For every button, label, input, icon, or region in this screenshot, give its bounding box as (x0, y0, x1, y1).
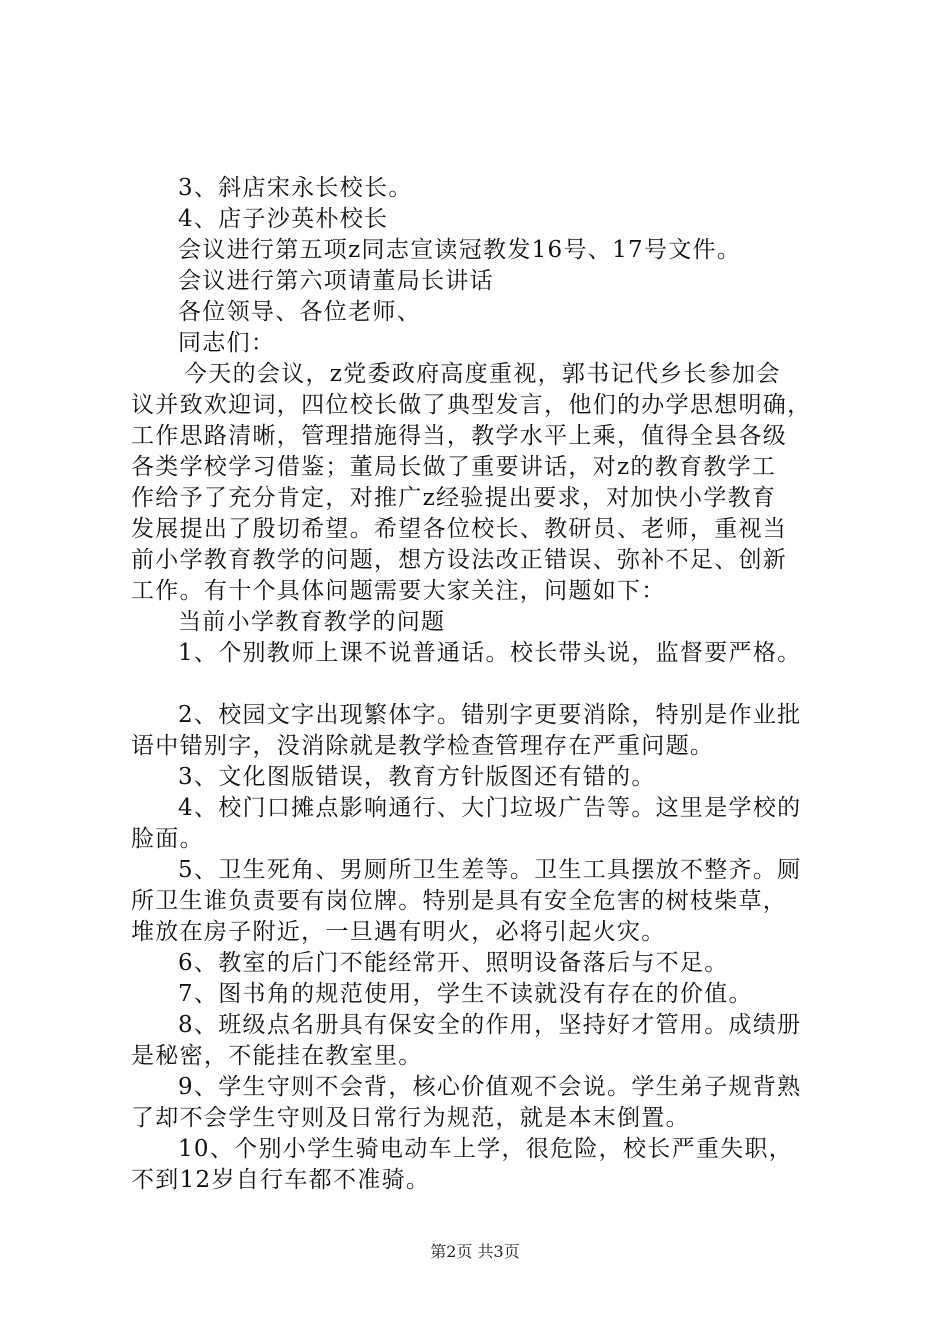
list-item: 3、文化图版错误，教育方针版图还有错的。 (178, 764, 656, 790)
list-item: 1、个别教师上课不说普通话。校长带头说，监督要严格。 (178, 640, 802, 666)
paragraph-line: 各位领导、各位老师、 (178, 299, 421, 325)
list-item: 7、图书角的规范使用，学生不读就没有存在的价值。 (178, 981, 753, 1007)
paragraph-line: 3、斜店宋永长校长。 (178, 175, 413, 201)
paragraph-line: 各类学校学习借鉴；董局长做了重要讲话，对z的教育教学工 (131, 454, 777, 480)
list-item-continuation: 不到12岁自行车都不准骑。 (131, 1167, 431, 1193)
paragraph-line: 4、店子沙英朴校长 (178, 206, 389, 232)
paragraph-line: 今天的会议，z党委政府高度重视，郭书记代乡长参加会 (184, 361, 781, 387)
blank-line (131, 669, 831, 700)
list-item: 9、学生守则不会背，核心价值观不会说。学生弟子规背熟 (178, 1074, 802, 1100)
section-heading: 当前小学教育教学的问题 (178, 609, 446, 635)
paragraph-line: 会议进行第六项请董局长讲话 (178, 268, 494, 294)
paragraph-line: 同志们： (178, 330, 276, 356)
list-item: 8、班级点名册具有保安全的作用，坚持好才管用。成绩册 (178, 1012, 802, 1038)
list-item-continuation: 脸面。 (131, 826, 204, 852)
list-item: 10、个别小学生骑电动车上学，很危险，校长严重失职， (178, 1136, 794, 1162)
paragraph-line: 前小学教育教学的问题，想方设法改正错误、弥补不足、创新 (131, 547, 788, 573)
list-item-continuation: 是秘密，不能挂在教室里。 (131, 1043, 423, 1069)
list-item-continuation: 了却不会学生守则及日常行为规范，就是本末倒置。 (131, 1105, 690, 1131)
page-number: 第2页 共3页 (430, 1242, 520, 1261)
paragraph-line: 议并致欢迎词，四位校长做了典型发言，他们的办学思想明确， (131, 392, 812, 418)
page-footer (0, 1242, 950, 1262)
list-item: 2、校园文字出现繁体字。错别字更要消除，特别是作业批 (178, 702, 802, 728)
paragraph-line: 发展提出了殷切希望。希望各位校长、教研员、老师，重视当 (131, 516, 788, 542)
list-item-continuation: 语中错别字，没消除就是教学检查管理存在严重问题。 (131, 733, 715, 759)
list-item: 4、校门口摊点影响通行、大门垃圾广告等。这里是学校的 (178, 795, 802, 821)
paragraph-line: 工作。有十个具体问题需要大家关注，问题如下： (131, 578, 666, 604)
paragraph-line: 工作思路清晰，管理措施得当，教学水平上乘，值得全县各级 (131, 423, 788, 449)
list-item: 5、卫生死角、男厕所卫生差等。卫生工具摆放不整齐。厕 (178, 857, 802, 883)
paragraph-line: 作给予了充分肯定，对推广z经验提出要求，对加快小学教育 (131, 485, 777, 511)
paragraph-line: 会议进行第五项z同志宣读冠教发16号、17号文件。 (178, 237, 742, 263)
document-body (131, 173, 831, 1196)
list-item-continuation: 堆放在房子附近，一旦遇有明火，必将引起火灾。 (131, 919, 666, 945)
list-item: 6、教室的后门不能经常开、照明设备落后与不足。 (178, 950, 729, 976)
list-item-continuation: 所卫生谁负责要有岗位牌。特别是具有安全危害的树枝柴草， (131, 888, 788, 914)
